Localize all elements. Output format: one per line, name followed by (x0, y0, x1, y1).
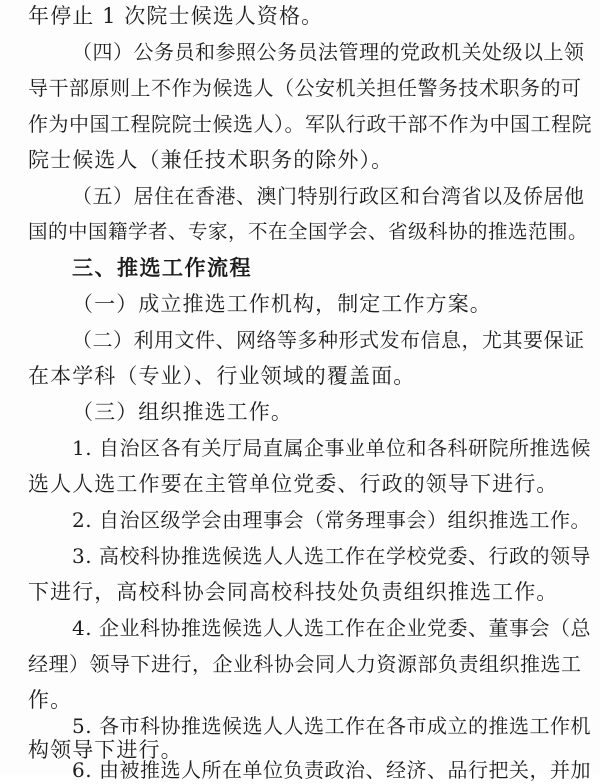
text-line-19: 经理）领导下进行，企业科协会同人力资源部负责组织推选工 (28, 652, 582, 676)
text-line-1: 年停止 1 次院士候选人资格。 (28, 4, 324, 28)
text-line-6: （五）居住在香港、澳门特别行政区和台湾省以及侨居他 (72, 184, 585, 208)
text-line-10: （二）利用文件、网络等多种形式发布信息，尤其要保证 (72, 328, 585, 352)
text-line-9: （一）成立推选工作机构，制定工作方案。 (72, 292, 492, 316)
text-line-3: 导干部原则上不作为候选人（公安机关担任警务技术职务的可 (28, 76, 582, 100)
text-line-18: 4. 企业科协推选候选人人选工作在企业党委、董事会（总 (72, 616, 591, 640)
text-line-23: 6. 由被推选人所在单位负责政治、经济、品行把关，并加 (72, 758, 591, 782)
text-line-14: 选人人选工作要在主管单位党委、行政的领导下进行。 (28, 472, 559, 496)
section-heading: 三、推选工作流程 (72, 255, 252, 280)
text-line-16: 3. 高校科协推选候选人人选工作在学校党委、行政的领导 (72, 544, 591, 568)
text-line-13: 1. 自治区各有关厅局直属企事业单位和各科研院所推选候 (72, 436, 591, 460)
text-line-12: （三）组织推选工作。 (72, 400, 293, 424)
text-line-4: 作为中国工程院院士候选人）。军队行政干部不作为中国工程院 (28, 112, 592, 136)
text-line-5: 院士候选人（兼任技术职务的除外）。 (28, 148, 394, 172)
text-line-17: 下进行，高校科协会同高校科技处负责组织推选工作。 (28, 580, 559, 604)
text-line-20: 作。 (28, 688, 73, 712)
text-line-21: 5. 各市科协推选候选人人选工作在各市成立的推选工作机 (72, 714, 591, 738)
text-line-22: 构领导下进行。 (28, 738, 183, 762)
text-line-11: 在本学科（专业）、行业领域的覆盖面。 (28, 364, 416, 388)
text-line-7: 国的中国籍学者、专家，不在全国学会、省级科协的推选范围。 (28, 220, 589, 243)
text-line-15: 2. 自治区级学会由理事会（常务理事会）组织推选工作。 (72, 508, 591, 532)
text-line-2: （四）公务员和参照公务员法管理的党政机关处级以上领 (72, 40, 585, 64)
